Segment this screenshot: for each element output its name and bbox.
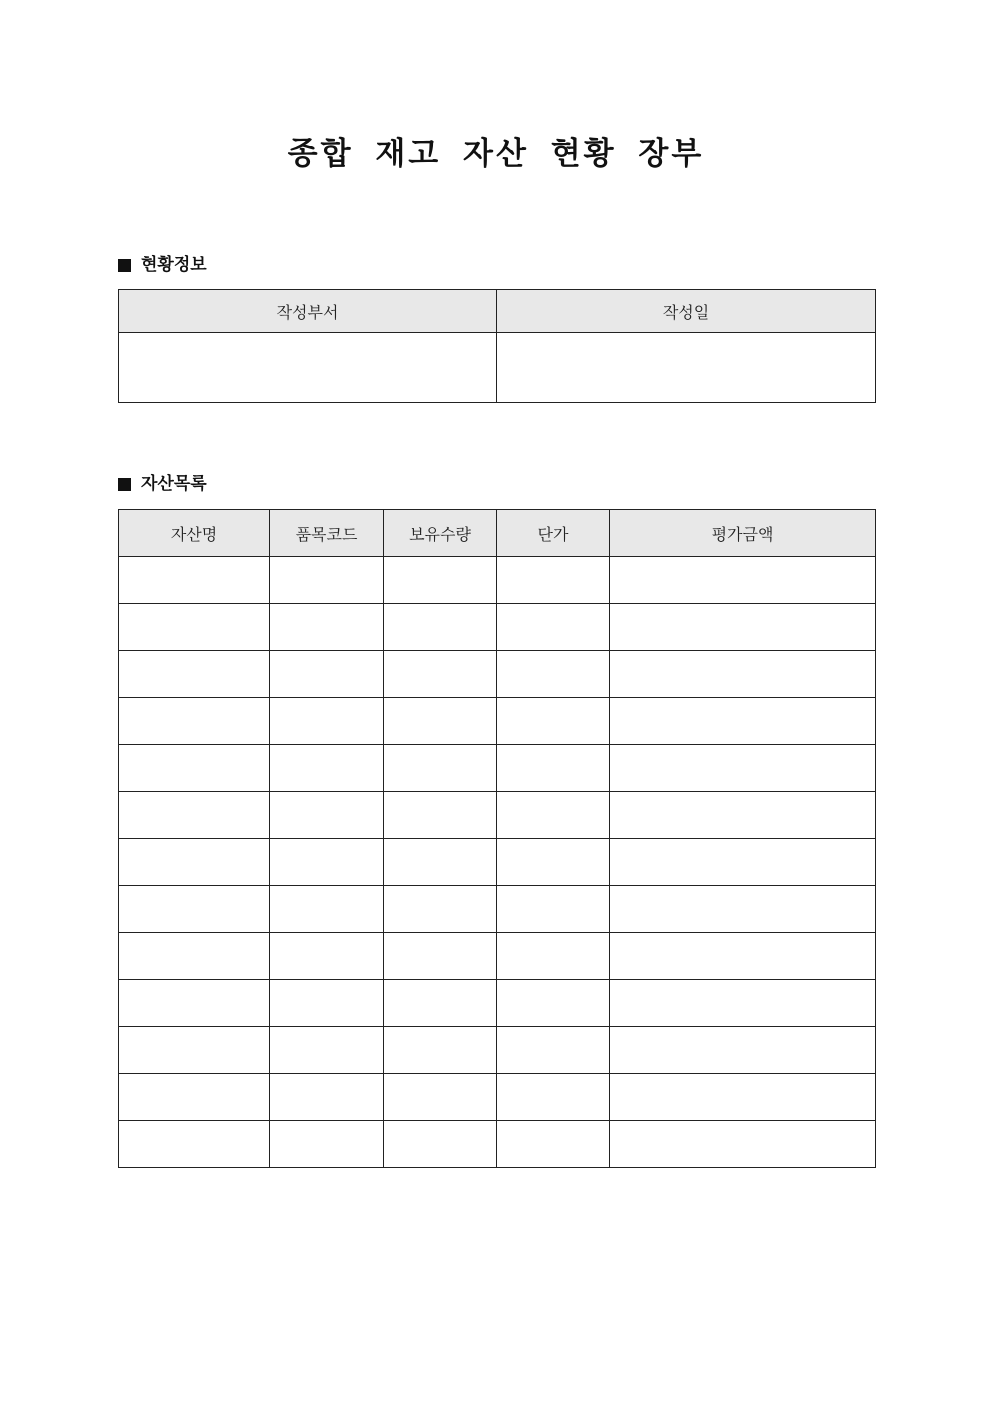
date-field[interactable]	[497, 333, 876, 403]
item-code-cell[interactable]	[270, 839, 384, 886]
item-code-cell[interactable]	[270, 651, 384, 698]
valuation-cell[interactable]	[610, 792, 876, 839]
unit-price-cell[interactable]	[497, 792, 610, 839]
valuation-cell[interactable]	[610, 1027, 876, 1074]
quantity-cell[interactable]	[384, 745, 497, 792]
unit-price-cell[interactable]	[497, 604, 610, 651]
table-row	[119, 839, 876, 886]
header-date: 작성일	[497, 290, 876, 333]
asset-name-cell[interactable]	[119, 1027, 270, 1074]
section-heading-assets	[118, 472, 207, 496]
table-row	[119, 557, 876, 604]
item-code-cell[interactable]	[270, 698, 384, 745]
header-valuation: 평가금액	[610, 510, 876, 557]
section-heading-assets-label: 자산목록	[141, 474, 207, 494]
section-heading-info	[118, 253, 207, 277]
item-code-cell[interactable]	[270, 1027, 384, 1074]
table-row	[119, 1027, 876, 1074]
quantity-cell[interactable]	[384, 698, 497, 745]
valuation-cell[interactable]	[610, 1074, 876, 1121]
quantity-cell[interactable]	[384, 980, 497, 1027]
table-row	[119, 792, 876, 839]
info-header-row	[119, 290, 876, 333]
page-title: 종합 재고 자산 현황 장부	[287, 136, 705, 172]
asset-name-cell[interactable]	[119, 980, 270, 1027]
asset-name-cell[interactable]	[119, 839, 270, 886]
asset-header-row	[119, 510, 876, 557]
table-row	[119, 745, 876, 792]
valuation-cell[interactable]	[610, 698, 876, 745]
table-row	[119, 980, 876, 1027]
info-table	[118, 289, 876, 403]
asset-name-cell[interactable]	[119, 698, 270, 745]
valuation-cell[interactable]	[610, 886, 876, 933]
unit-price-cell[interactable]	[497, 933, 610, 980]
unit-price-cell[interactable]	[497, 1121, 610, 1168]
info-value-row	[119, 333, 876, 403]
item-code-cell[interactable]	[270, 745, 384, 792]
quantity-cell[interactable]	[384, 933, 497, 980]
item-code-cell[interactable]	[270, 1121, 384, 1168]
valuation-cell[interactable]	[610, 933, 876, 980]
item-code-cell[interactable]	[270, 792, 384, 839]
valuation-cell[interactable]	[610, 839, 876, 886]
item-code-cell[interactable]	[270, 886, 384, 933]
square-bullet-icon	[118, 259, 131, 272]
unit-price-cell[interactable]	[497, 1027, 610, 1074]
valuation-cell[interactable]	[610, 557, 876, 604]
quantity-cell[interactable]	[384, 886, 497, 933]
item-code-cell[interactable]	[270, 604, 384, 651]
unit-price-cell[interactable]	[497, 980, 610, 1027]
unit-price-cell[interactable]	[497, 651, 610, 698]
table-row	[119, 1121, 876, 1168]
unit-price-cell[interactable]	[497, 1074, 610, 1121]
item-code-cell[interactable]	[270, 933, 384, 980]
valuation-cell[interactable]	[610, 980, 876, 1027]
item-code-cell[interactable]	[270, 1074, 384, 1121]
asset-name-cell[interactable]	[119, 1121, 270, 1168]
table-row	[119, 886, 876, 933]
header-asset-name: 자산명	[119, 510, 270, 557]
unit-price-cell[interactable]	[497, 886, 610, 933]
quantity-cell[interactable]	[384, 1027, 497, 1074]
quantity-cell[interactable]	[384, 792, 497, 839]
table-row	[119, 1074, 876, 1121]
header-department: 작성부서	[119, 290, 497, 333]
asset-name-cell[interactable]	[119, 792, 270, 839]
unit-price-cell[interactable]	[497, 839, 610, 886]
asset-name-cell[interactable]	[119, 886, 270, 933]
asset-table	[118, 509, 876, 1168]
valuation-cell[interactable]	[610, 604, 876, 651]
header-unit-price: 단가	[497, 510, 610, 557]
item-code-cell[interactable]	[270, 980, 384, 1027]
table-row	[119, 651, 876, 698]
unit-price-cell[interactable]	[497, 557, 610, 604]
asset-name-cell[interactable]	[119, 604, 270, 651]
valuation-cell[interactable]	[610, 651, 876, 698]
asset-table-body	[119, 557, 876, 1168]
item-code-cell[interactable]	[270, 557, 384, 604]
quantity-cell[interactable]	[384, 604, 497, 651]
asset-name-cell[interactable]	[119, 745, 270, 792]
unit-price-cell[interactable]	[497, 745, 610, 792]
section-heading-info-label: 현황정보	[141, 255, 207, 275]
valuation-cell[interactable]	[610, 745, 876, 792]
unit-price-cell[interactable]	[497, 698, 610, 745]
quantity-cell[interactable]	[384, 839, 497, 886]
asset-name-cell[interactable]	[119, 651, 270, 698]
asset-name-cell[interactable]	[119, 1074, 270, 1121]
quantity-cell[interactable]	[384, 1121, 497, 1168]
department-field[interactable]	[119, 333, 497, 403]
table-row	[119, 698, 876, 745]
header-item-code: 품목코드	[270, 510, 384, 557]
table-row	[119, 933, 876, 980]
quantity-cell[interactable]	[384, 651, 497, 698]
quantity-cell[interactable]	[384, 1074, 497, 1121]
table-row	[119, 604, 876, 651]
header-quantity: 보유수량	[384, 510, 497, 557]
square-bullet-icon	[118, 478, 131, 491]
valuation-cell[interactable]	[610, 1121, 876, 1168]
asset-name-cell[interactable]	[119, 557, 270, 604]
quantity-cell[interactable]	[384, 557, 497, 604]
asset-name-cell[interactable]	[119, 933, 270, 980]
